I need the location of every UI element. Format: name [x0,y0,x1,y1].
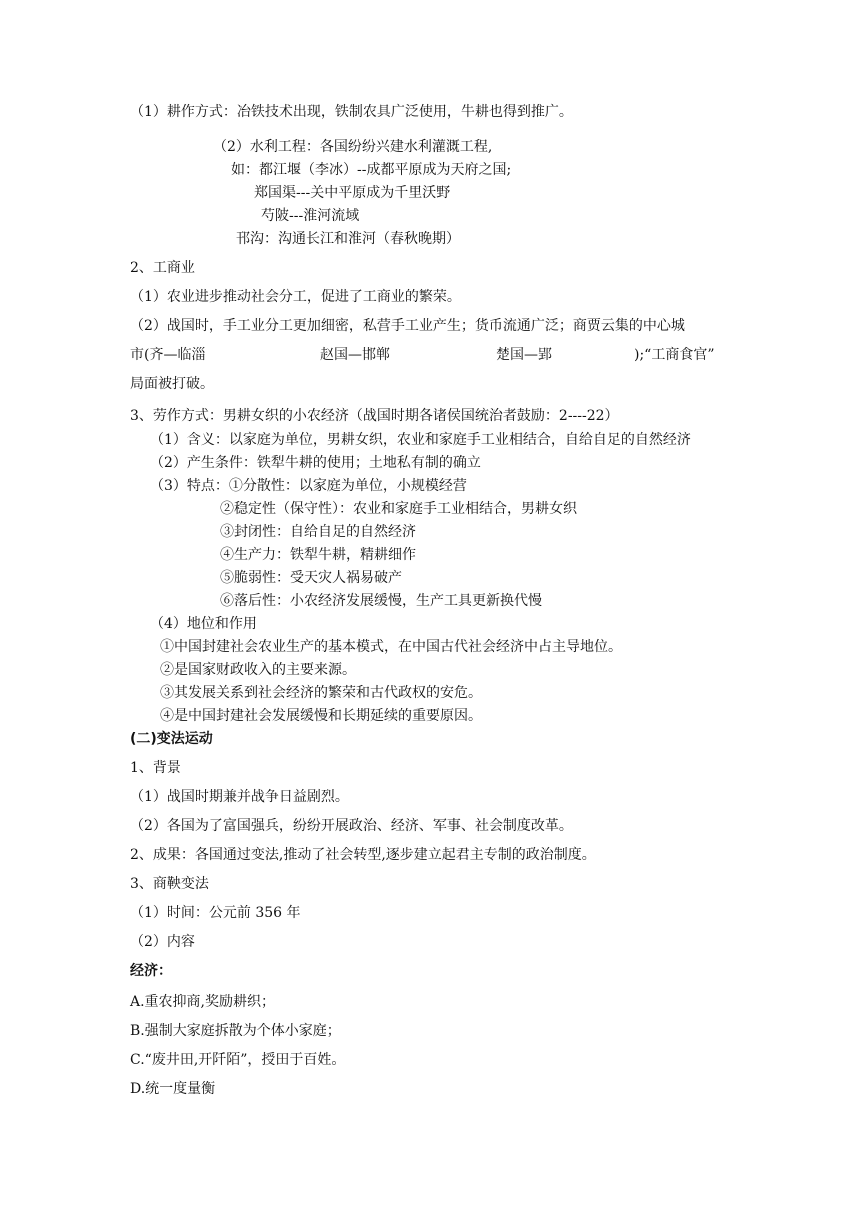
section-title-bianfa: (二)变法运动 [130,731,213,747]
text-line: ②是国家财政收入的主要来源。 [160,662,356,678]
text-line: （2）各国为了富国强兵，纷纷开展政治、经济、军事、社会制度改革。 [130,818,573,834]
text-line: B.强制大家庭拆散为个体小家庭； [130,1023,341,1039]
text-line: ④生产力：铁犁牛耕，精耕细作 [220,547,416,563]
text-line: （2）内容 [130,934,195,950]
subheading-economy: 经济： [130,963,172,979]
text-line: （2）水利工程：各国纷纷兴建水利灌溉工程, [213,139,493,155]
text-line: 局面被打破。 [130,376,214,392]
text-line: （1）耕作方式：冶铁技术出现，铁制农具广泛使用，牛耕也得到推广。 [130,104,573,120]
section-heading: 1、背景 [130,760,181,776]
section-heading: 2、工商业 [130,260,195,276]
text-line: 芍陂---淮河流域 [261,208,360,224]
text-line: 2、成果：各国通过变法,推动了社会转型,逐步建立起君主专制的政治制度。 [130,847,596,863]
text-line: 如：都江堰（李冰）--成都平原成为天府之国; [231,162,512,178]
text-line: （1）农业进步推动社会分工，促进了工商业的繁荣。 [130,289,461,305]
text-line: ⑤脆弱性：受天灾人祸易破产 [220,570,402,586]
city-line-end: );“工商食官” [634,347,715,363]
text-line: A.重农抑商,奖励耕织； [130,994,276,1010]
text-line: （3）特点：①分散性：以家庭为单位，小规模经营 [150,478,467,494]
city-line-start: 市(齐—临淄 [130,347,206,363]
text-line: ③封闭性：自给自足的自然经济 [220,524,416,540]
text-line: （2）战国时，手工业分工更加细密，私营手工业产生；货币流通广泛；商贾云集的中心城 [130,318,685,334]
text-line: D.统一度量衡 [130,1081,216,1097]
text-line: ③其发展关系到社会经济的繁荣和古代政权的安危。 [160,685,482,701]
text-line: （2）产生条件：铁犁牛耕的使用；土地私有制的确立 [150,455,481,471]
text-line: ⑥落后性：小农经济发展缓慢，生产工具更新换代慢 [220,593,542,609]
text-line: 邗沟：沟通长江和淮河（春秋晚期） [236,231,460,247]
text-line: ④是中国封建社会发展缓慢和长期延续的重要原因。 [160,708,482,724]
text-line: （4）地位和作用 [150,616,257,632]
section-heading: 3、劳作方式：男耕女织的小农经济（战国时期各诸侯国统治者鼓励：2----22） [130,408,619,424]
text-line: ①中国封建社会农业生产的基本模式，在中国古代社会经济中占主导地位。 [160,639,622,655]
text-line: （1）含义：以家庭为单位，男耕女织，农业和家庭手工业相结合，自给自足的自然经济 [150,432,691,448]
text-line: C.“废井田,开阡陌”，授田于百姓。 [130,1052,346,1068]
city-line-chu: 楚国—郢 [496,347,552,363]
text-line: ②稳定性（保守性）：农业和家庭手工业相结合，男耕女织 [220,501,577,517]
city-line-zhao: 赵国—邯郸 [320,347,390,363]
text-line: 郑国渠---关中平原成为千里沃野 [254,185,451,201]
text-line: （1）时间：公元前 356 年 [130,905,301,921]
text-line: （1）战国时期兼并战争日益剧烈。 [130,789,349,805]
section-heading: 3、商鞅变法 [130,876,209,892]
